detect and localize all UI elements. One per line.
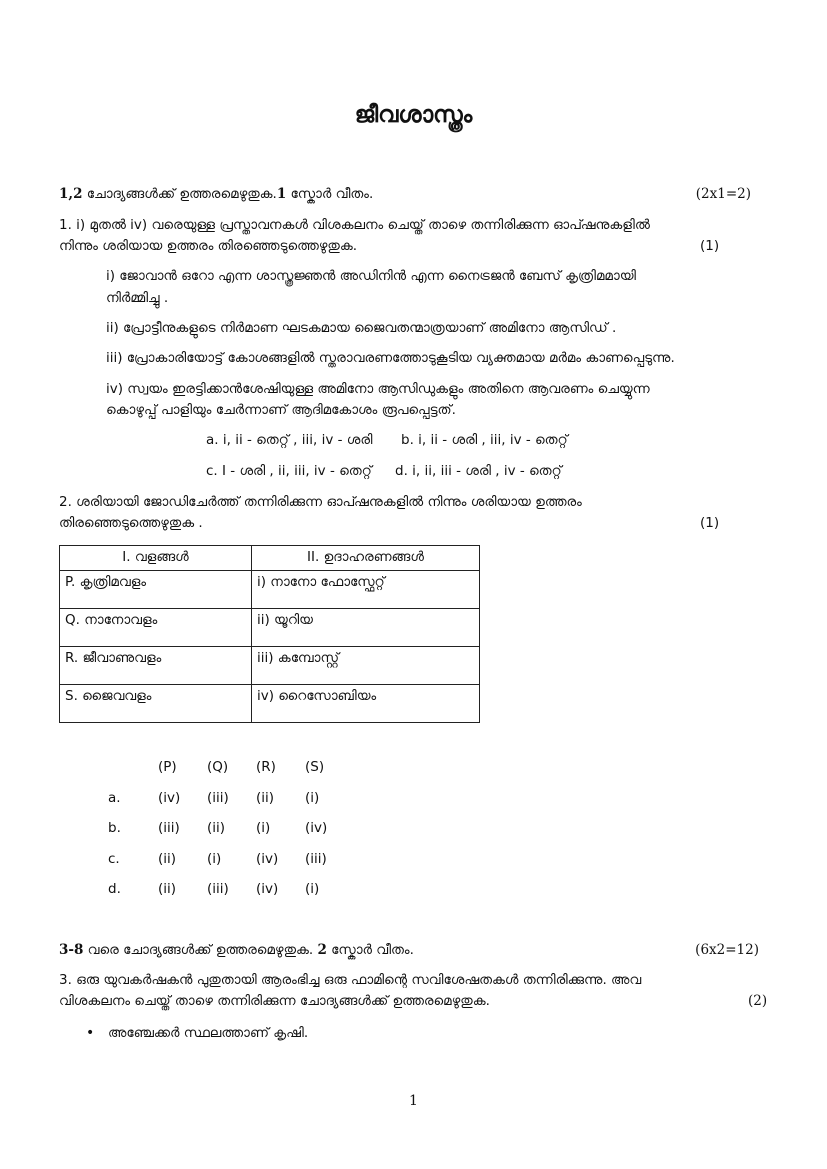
table-row xyxy=(60,571,480,609)
section2-text: വരെ ചോദ്യങ്ങൾക്ക് ഉത്തരമെഴുതുക. xyxy=(83,942,318,958)
section1-score-num: 1 xyxy=(276,186,287,202)
table-header-cell: II. ഉദാഹരണങ്ങൾ xyxy=(252,546,480,571)
table-cell: Q. നാനോവളം xyxy=(60,609,252,647)
section1-marks: (2x1=2) xyxy=(695,186,751,202)
option-label: b. xyxy=(108,820,121,836)
options-header-s: (S) xyxy=(305,759,325,775)
q1-mark: (1) xyxy=(700,238,720,254)
q3-line2: വിശകലനം ചെയ്ത് താഴെ തന്നിരിക്കുന്ന ചോദ്യങ്ങൾക്ക് ഉത്തരമെഴുതുക. xyxy=(59,993,490,1009)
section2-score-text: സ്കോർ വീതം. xyxy=(326,942,414,958)
option-value: (iii) xyxy=(207,881,229,897)
option-value: (ii) xyxy=(158,851,177,867)
table-header-cell: I. വളങ്ങൾ xyxy=(60,546,252,571)
section2-instruction xyxy=(59,942,414,958)
section1-number: 1,2 xyxy=(59,186,83,202)
section2-score-num: 2 xyxy=(317,942,327,958)
option-label: d. xyxy=(108,881,121,897)
option-value: (i) xyxy=(305,881,320,897)
q3-line1: 3. ഒരു യുവകർഷകൻ പുതുതായി ആരംഭിച്ച ഒരു ഫാമിന്റെ സവിശേഷതകൾ തന്നിരിക്കുന്നു. അവ xyxy=(59,972,642,988)
fertilizer-match-table xyxy=(59,545,480,723)
q1-option-b: b. i, ii - ശരി , iii, iv - തെറ്റ് xyxy=(401,432,568,448)
q2-line2: തിരഞ്ഞെടുത്തെഴുതുക . xyxy=(59,515,203,531)
table-cell: iv) റൈസോബിയം xyxy=(252,685,480,723)
section2-number: 3-8 xyxy=(59,942,84,958)
option-value: (iv) xyxy=(305,820,328,836)
q1-statement-3: iii) പ്രോകാരിയോട്ട് കോശങ്ങളിൽ സ്തരാവരണത്തോടുകൂടിയ വ്യക്തമായ മർമം കാണപ്പെടുന്നു. xyxy=(106,350,675,366)
q1-line1: 1. i) മുതൽ iv) വരെയുള്ള പ്രസ്താവനകൾ വിശകലനം ചെയ്ത് താഴെ തന്നിരിക്കുന്ന ഓപ്ഷനുകളിൽ xyxy=(59,217,650,233)
section1-instruction xyxy=(59,186,373,202)
table-cell: R. ജീവാണുവളം xyxy=(60,647,252,685)
q1-statement-4-line2: കൊഴുപ്പ് പാളിയും ചേർന്നാണ് ആദിമകോശം രൂപപ്പെട്ടത്. xyxy=(106,402,456,418)
q1-option-c: c. I - ശരി , ii, iii, iv - തെറ്റ് xyxy=(206,463,372,479)
options-header-q: (Q) xyxy=(207,759,229,775)
page-title: ജീവശാസ്ത്രം xyxy=(354,102,473,128)
options-header-p: (P) xyxy=(158,759,177,775)
q1-statement-1-line1: i) ജോവാൻ ഒറോ എന്ന ശാസ്ത്രജ്ഞൻ അഡിനിൻ എന്ന നൈട്രജൻ ബേസ് കൃത്രിമമായി xyxy=(106,268,636,284)
q2-line1: 2. ശരിയായി ജോഡിചേർത്ത് തന്നിരിക്കുന്ന ഓപ്ഷനുകളിൽ നിന്നും ശരിയായ ഉത്തരം xyxy=(59,494,582,510)
option-label: a. xyxy=(108,790,121,806)
q1-statement-2: ii) പ്രോട്ടീനുകളുടെ നിർമാണ ഘടകമായ ജൈവതന്മാത്രയാണ് അമിനോ ആസിഡ് . xyxy=(106,320,617,336)
option-value: (iv) xyxy=(158,790,181,806)
table-row xyxy=(60,647,480,685)
table-header-row xyxy=(60,546,480,571)
option-value: (iii) xyxy=(305,851,327,867)
table-cell: ii) യൂറിയ xyxy=(252,609,480,647)
table-cell: P. കൃത്രിമവളം xyxy=(60,571,252,609)
table-cell: S. ജൈവവളം xyxy=(60,685,252,723)
q2-mark: (1) xyxy=(700,515,720,531)
section2-marks: (6x2=12) xyxy=(695,942,759,958)
section1-score-text: സ്കോർ വീതം. xyxy=(286,186,374,202)
table-cell: iii) കമ്പോസ്റ്റ് xyxy=(252,647,480,685)
table-cell: i) നാനോ ഫോസ്ഫേറ്റ് xyxy=(252,571,480,609)
q1-statement-4-line1: iv) സ്വയം ഇരട്ടിക്കാൻശേഷിയുള്ള അമിനോ ആസിഡുകളും അതിനെ ആവരണം ചെയ്യുന്ന xyxy=(106,381,650,397)
section1-text: ചോദ്യങ്ങൾക്ക് ഉത്തരമെഴുതുക. xyxy=(82,186,277,202)
table-row xyxy=(60,685,480,723)
option-value: (i) xyxy=(305,790,320,806)
q3-mark: (2) xyxy=(748,993,768,1009)
option-value: (i) xyxy=(256,820,271,836)
option-value: (iv) xyxy=(256,851,279,867)
q1-line2: നിന്നും ശരിയായ ഉത്തരം തിരഞ്ഞെടുത്തെഴുതുക. xyxy=(59,238,358,254)
q1-option-d: d. i, ii, iii - ശരി , iv - തെറ്റ് xyxy=(395,463,562,479)
options-header-r: (R) xyxy=(256,759,276,775)
table-row xyxy=(60,609,480,647)
q1-option-a: a. i, ii - തെറ്റ് , iii, iv - ശരി xyxy=(206,432,373,448)
option-value: (iv) xyxy=(256,881,279,897)
bullet-icon: • xyxy=(86,1025,95,1041)
option-value: (ii) xyxy=(207,820,226,836)
option-value: (ii) xyxy=(158,881,177,897)
option-label: c. xyxy=(108,851,120,867)
page-number: 1 xyxy=(409,1093,418,1109)
option-value: (iii) xyxy=(207,790,229,806)
q3-bullet-1: അഞ്ചേക്കർ സ്ഥലത്താണ് കൃഷി. xyxy=(108,1025,309,1041)
option-value: (i) xyxy=(207,851,222,867)
q1-statement-1-line2: നിർമ്മിച്ചു . xyxy=(106,290,169,306)
option-value: (ii) xyxy=(256,790,275,806)
option-value: (iii) xyxy=(158,820,180,836)
